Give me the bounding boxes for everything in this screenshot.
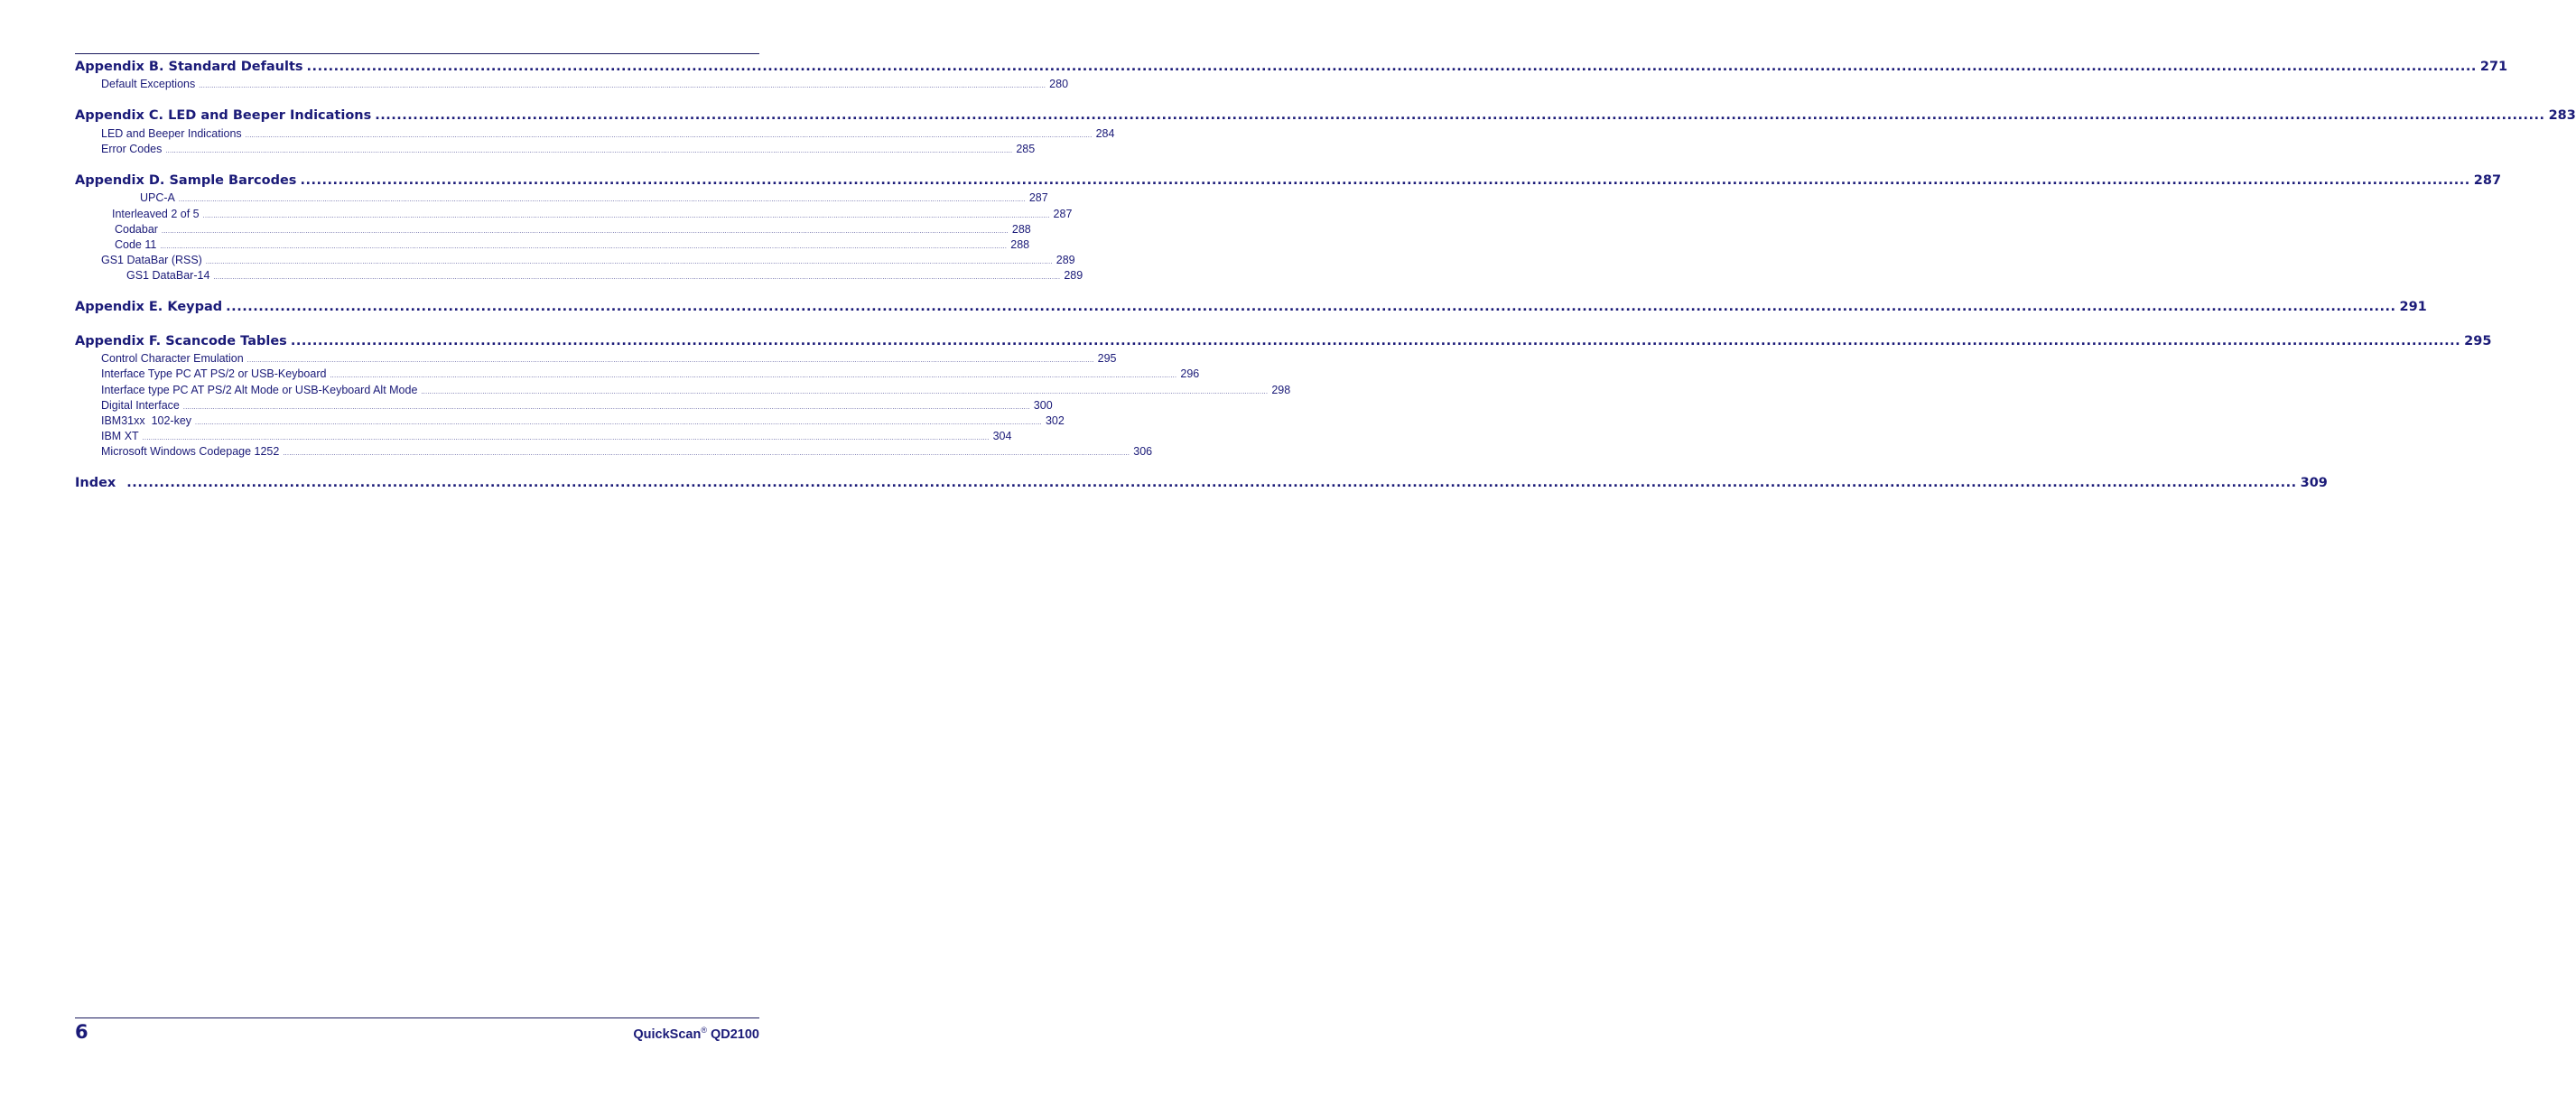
toc-entry-page: 306: [1133, 445, 1153, 458]
toc-entry-label: Code 11: [115, 238, 157, 251]
toc-entry-page: 298: [1271, 384, 1291, 396]
toc-entry-appendix-b[interactable]: [75, 60, 2508, 74]
toc-entry-label: Default Exceptions: [101, 78, 196, 90]
toc-entry-label: Appendix B. Standard Defaults: [75, 60, 303, 74]
top-rule: [75, 53, 759, 54]
toc-entry-page: 285: [1016, 143, 1036, 155]
toc-entry-page: 287: [2473, 173, 2502, 188]
page-number: 6: [75, 1021, 88, 1043]
dot-leader: ................................................................................................................................................................................................................................................................................................................................................................................................................: [300, 173, 2470, 188]
footer-rule: [75, 1017, 759, 1018]
dot-leader: ................................................................................................................................................................................................................................................................................................................................................................................................................: [142, 435, 990, 441]
toc-entry-label: GS1 DataBar (RSS): [101, 254, 202, 266]
toc-entry-page: 287: [1053, 208, 1073, 220]
dot-leader: ................................................................................................................................................................................................................................................................................................................................................................................................................: [182, 404, 1030, 411]
toc-entry-page: 284: [1095, 127, 1115, 140]
toc-entry-label: Codabar: [115, 223, 158, 236]
toc-entry-gs1-databar-rss[interactable]: [101, 254, 1075, 266]
toc-entry-label: IBM31xx 102-key: [101, 414, 192, 427]
dot-leader: ................................................................................................................................................................................................................................................................................................................................................................................................................: [160, 244, 1008, 250]
dot-leader: ................................................................................................................................................................................................................................................................................................................................................................................................................: [375, 108, 2545, 123]
dot-leader: ................................................................................................................................................................................................................................................................................................................................................................................................................: [161, 228, 1009, 235]
toc-entry-label: Interface type PC AT PS/2 Alt Mode or USB-Keyboard Alt Mode: [101, 384, 418, 396]
toc-entry-page: 280: [1049, 78, 1069, 90]
dot-leader: ................................................................................................................................................................................................................................................................................................................................................................................................................: [195, 420, 1042, 426]
dot-leader: ................................................................................................................................................................................................................................................................................................................................................................................................................: [245, 133, 1093, 139]
toc-entry-page: 283: [2548, 108, 2576, 123]
toc-entry-index[interactable]: [75, 476, 2328, 490]
toc-entry-label: Microsoft Windows Codepage 1252: [101, 445, 280, 458]
toc-entry-page: 295: [1097, 352, 1117, 365]
toc-entry-label: Appendix E. Keypad: [75, 300, 223, 314]
toc-entry-digital-interface[interactable]: [101, 399, 1053, 412]
toc-entry-page: 304: [992, 430, 1012, 442]
toc-entry-error-codes[interactable]: [101, 143, 1036, 155]
toc-entry-appendix-e[interactable]: [75, 300, 2427, 314]
toc-entry-label: Appendix D. Sample Barcodes: [75, 173, 297, 188]
toc-entry-label: GS1 DataBar-14: [126, 269, 210, 282]
toc-entry-interleaved[interactable]: [112, 208, 1073, 220]
toc-entry-page: 287: [1028, 191, 1048, 204]
toc-entry-code-11[interactable]: [115, 238, 1030, 251]
toc-entry-label: Interface Type PC AT PS/2 or USB-Keyboard: [101, 367, 327, 380]
toc-entry-appendix-d[interactable]: [75, 173, 2502, 188]
toc-entry-page: 289: [1056, 254, 1075, 266]
toc-entry-control-char[interactable]: [101, 352, 1117, 365]
dot-leader: ................................................................................................................................................................................................................................................................................................................................................................................................................: [205, 259, 1053, 265]
toc-entry-page: 302: [1045, 414, 1065, 427]
toc-entry-gs1-databar-14[interactable]: [126, 269, 1083, 282]
dot-leader: ................................................................................................................................................................................................................................................................................................................................................................................................................: [126, 476, 2297, 490]
toc-entry-codepage-1252[interactable]: [101, 445, 1153, 458]
toc-entry-page: 300: [1033, 399, 1053, 412]
toc-entry-codabar[interactable]: [115, 223, 1031, 236]
dot-leader: ................................................................................................................................................................................................................................................................................................................................................................................................................: [178, 197, 1026, 203]
dot-leader: ................................................................................................................................................................................................................................................................................................................................................................................................................: [306, 60, 2477, 74]
toc-entry-page: 295: [2464, 334, 2492, 348]
toc-entry-pc-at-ps2[interactable]: [101, 367, 1200, 380]
dot-leader: ................................................................................................................................................................................................................................................................................................................................................................................................................: [213, 274, 1061, 281]
dot-leader: ................................................................................................................................................................................................................................................................................................................................................................................................................: [283, 451, 1130, 457]
dot-leader: ................................................................................................................................................................................................................................................................................................................................................................................................................: [330, 373, 1177, 379]
toc-entry-page: 291: [2399, 300, 2427, 314]
footer-product-title: [633, 1026, 759, 1042]
toc-entry-page: 288: [1010, 238, 1030, 251]
toc-entry-label: Appendix C. LED and Beeper Indications: [75, 108, 372, 123]
product-model: QD2100: [710, 1027, 759, 1042]
toc-entry-page: 296: [1180, 367, 1200, 380]
toc-entry-page: 309: [2300, 476, 2328, 490]
registered-mark: ®: [701, 1026, 707, 1035]
toc-entry-ibm-xt[interactable]: [101, 430, 1012, 442]
dot-leader: ................................................................................................................................................................................................................................................................................................................................................................................................................: [202, 213, 1050, 219]
toc-entry-label: Appendix F. Scancode Tables: [75, 334, 287, 348]
toc-entry-label: Error Codes: [101, 143, 163, 155]
toc-entry-page: 288: [1011, 223, 1031, 236]
toc-entry-led-beeper[interactable]: [101, 127, 1115, 140]
toc-entry-pc-at-ps2-alt[interactable]: [101, 384, 1291, 396]
toc-entry-appendix-c[interactable]: [75, 108, 2576, 123]
toc-entry-page: 289: [1064, 269, 1083, 282]
dot-leader: ................................................................................................................................................................................................................................................................................................................................................................................................................: [290, 334, 2461, 348]
toc-entry-label: Control Character Emulation: [101, 352, 244, 365]
toc-entry-label: UPC-A: [140, 191, 175, 204]
dot-leader: ................................................................................................................................................................................................................................................................................................................................................................................................................: [246, 358, 1094, 364]
product-name: QuickScan: [633, 1027, 702, 1042]
toc-entry-ibm31xx[interactable]: [101, 414, 1065, 427]
toc-entry-upc-a[interactable]: [140, 191, 1048, 204]
toc-entry-appendix-f[interactable]: [75, 334, 2492, 348]
toc-entry-label: Interleaved 2 of 5: [112, 208, 200, 220]
dot-leader: ................................................................................................................................................................................................................................................................................................................................................................................................................: [165, 148, 1013, 154]
dot-leader: ................................................................................................................................................................................................................................................................................................................................................................................................................: [421, 389, 1269, 395]
dot-leader: ................................................................................................................................................................................................................................................................................................................................................................................................................: [226, 300, 2396, 314]
toc-entry-default-exceptions[interactable]: [101, 78, 1069, 90]
toc-entry-label: IBM XT: [101, 430, 139, 442]
toc-entry-label: Index: [75, 476, 116, 490]
dot-leader: ................................................................................................................................................................................................................................................................................................................................................................................................................: [199, 83, 1046, 89]
toc-entry-page: 271: [2479, 60, 2508, 74]
toc-entry-label: LED and Beeper Indications: [101, 127, 242, 140]
toc-entry-label: Digital Interface: [101, 399, 180, 412]
